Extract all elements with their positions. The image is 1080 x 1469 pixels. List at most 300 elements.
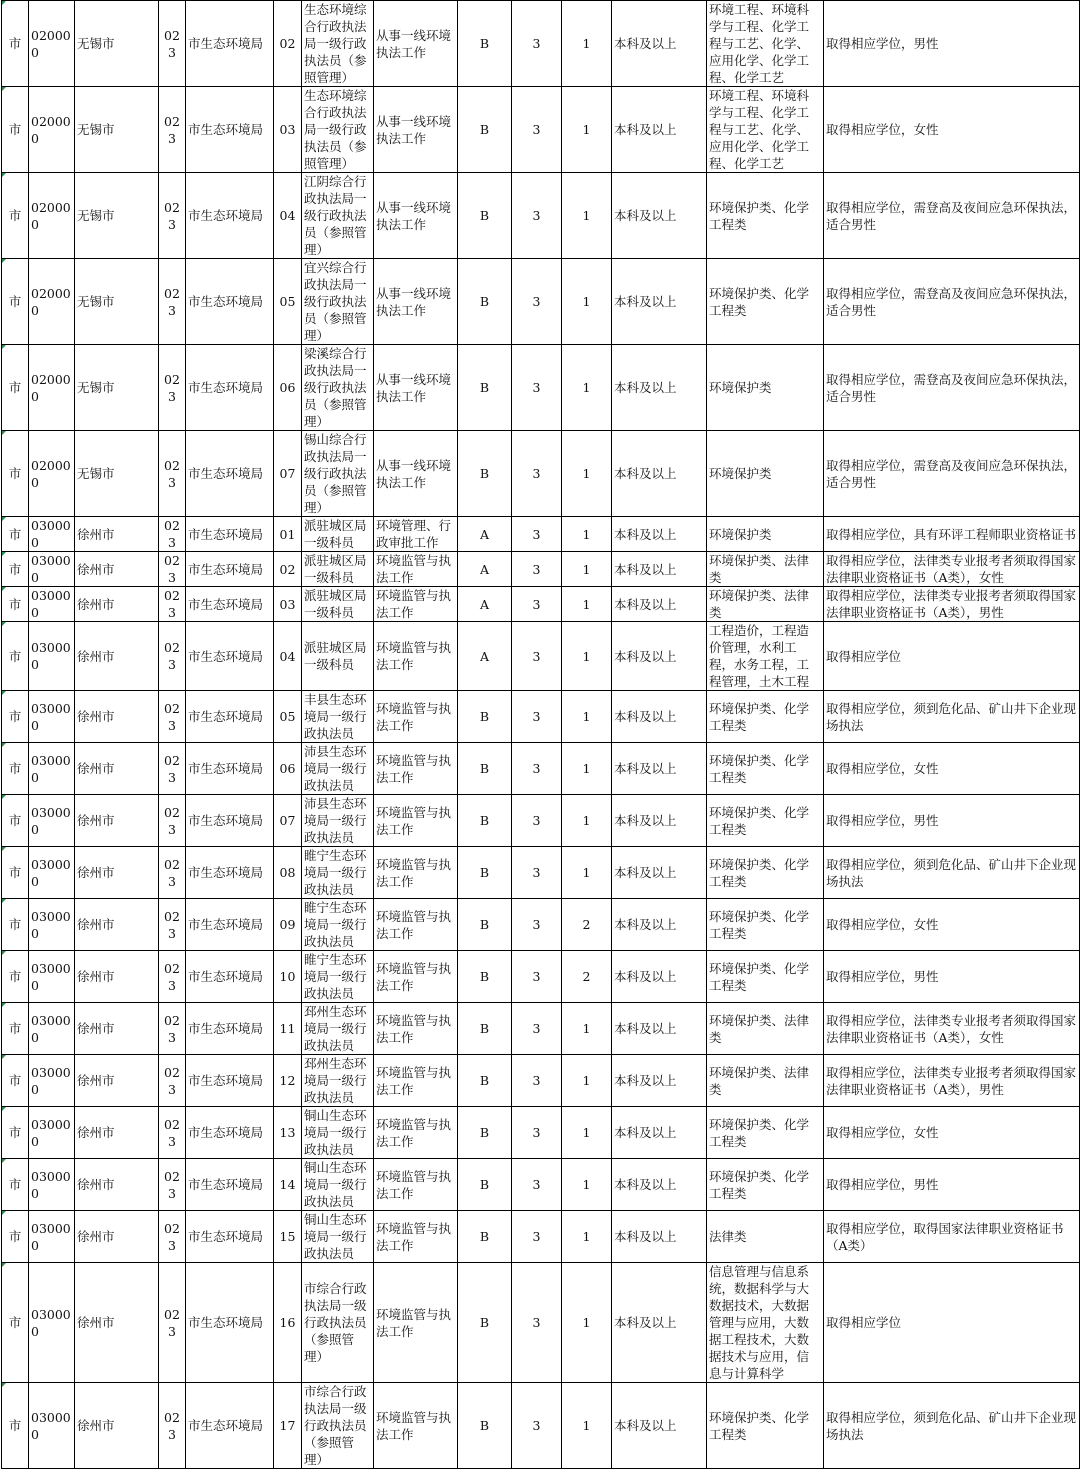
- headcount-cell: 1: [562, 1211, 612, 1263]
- position-code-cell: 12: [274, 1055, 302, 1107]
- headcount-cell: 1: [562, 847, 612, 899]
- region-cell: 无锡市: [75, 87, 159, 173]
- region-code-cell: 030000: [29, 847, 75, 899]
- region-code-cell: 020000: [29, 431, 75, 517]
- region-cell: 徐州市: [75, 847, 159, 899]
- dept-code-cell: 023: [159, 1003, 186, 1055]
- dept-cell: 市生态环境局: [186, 795, 274, 847]
- exam-category-cell: B: [458, 795, 512, 847]
- education-cell: 本科及以上: [612, 259, 707, 345]
- table-row: [2, 743, 1080, 795]
- exam-category-cell: B: [458, 1383, 512, 1469]
- region-cell: 无锡市: [75, 1, 159, 87]
- major-cell: 工程造价，工程造价管理，水利工程，水务工程，工程管理，土木工程: [707, 622, 824, 691]
- duty-cell: 环境监管与执法工作: [374, 743, 458, 795]
- dept-cell: 市生态环境局: [186, 1383, 274, 1469]
- level-cell: 市: [2, 622, 29, 691]
- level-cell: 市: [2, 1263, 29, 1383]
- region-cell: 无锡市: [75, 345, 159, 431]
- table-row: [2, 951, 1080, 1003]
- other-requirements-cell: 取得相应学位，需登高及夜间应急环保执法，适合男性: [824, 345, 1080, 431]
- dept-code-cell: 023: [159, 173, 186, 259]
- dept-cell: 市生态环境局: [186, 1211, 274, 1263]
- unit-position-cell: 市综合行政执法局一级行政执法员（参照管理）: [302, 1263, 374, 1383]
- level-cell: 市: [2, 259, 29, 345]
- unit-position-cell: 生态环境综合行政执法局一级行政执法员（参照管理）: [302, 1, 374, 87]
- years-cell: 3: [512, 1159, 562, 1211]
- duty-cell: 环境监管与执法工作: [374, 622, 458, 691]
- duty-cell: 从事一线环境执法工作: [374, 259, 458, 345]
- years-cell: 3: [512, 691, 562, 743]
- exam-category-cell: B: [458, 743, 512, 795]
- region-cell: 无锡市: [75, 173, 159, 259]
- dept-cell: 市生态环境局: [186, 587, 274, 622]
- dept-cell: 市生态环境局: [186, 517, 274, 552]
- duty-cell: 从事一线环境执法工作: [374, 173, 458, 259]
- position-code-cell: 17: [274, 1383, 302, 1469]
- dept-cell: 市生态环境局: [186, 552, 274, 587]
- unit-position-cell: 丰县生态环境局一级行政执法员: [302, 691, 374, 743]
- duty-cell: 环境监管与执法工作: [374, 899, 458, 951]
- major-cell: 环境保护类、法律类: [707, 552, 824, 587]
- position-code-cell: 05: [274, 259, 302, 345]
- exam-category-cell: B: [458, 173, 512, 259]
- level-cell: 市: [2, 517, 29, 552]
- region-code-cell: 030000: [29, 899, 75, 951]
- years-cell: 3: [512, 345, 562, 431]
- position-code-cell: 14: [274, 1159, 302, 1211]
- other-requirements-cell: 取得相应学位，需登高及夜间应急环保执法，适合男性: [824, 173, 1080, 259]
- headcount-cell: 1: [562, 1263, 612, 1383]
- position-code-cell: 09: [274, 899, 302, 951]
- region-code-cell: 030000: [29, 1211, 75, 1263]
- dept-cell: 市生态环境局: [186, 1055, 274, 1107]
- exam-category-cell: B: [458, 951, 512, 1003]
- level-cell: 市: [2, 743, 29, 795]
- years-cell: 3: [512, 431, 562, 517]
- duty-cell: 环境监管与执法工作: [374, 552, 458, 587]
- region-cell: 徐州市: [75, 1211, 159, 1263]
- region-code-cell: 030000: [29, 743, 75, 795]
- position-code-cell: 15: [274, 1211, 302, 1263]
- level-cell: 市: [2, 173, 29, 259]
- table-row: [2, 899, 1080, 951]
- region-code-cell: 020000: [29, 259, 75, 345]
- dept-cell: 市生态环境局: [186, 87, 274, 173]
- dept-code-cell: 023: [159, 345, 186, 431]
- headcount-cell: 1: [562, 587, 612, 622]
- education-cell: 本科及以上: [612, 87, 707, 173]
- major-cell: 环境保护类、化学工程类: [707, 259, 824, 345]
- region-cell: 徐州市: [75, 1003, 159, 1055]
- other-requirements-cell: 取得相应学位，需登高及夜间应急环保执法，适合男性: [824, 259, 1080, 345]
- education-cell: 本科及以上: [612, 1159, 707, 1211]
- years-cell: 3: [512, 1211, 562, 1263]
- headcount-cell: 1: [562, 173, 612, 259]
- unit-position-cell: 铜山生态环境局一级行政执法员: [302, 1159, 374, 1211]
- exam-category-cell: A: [458, 622, 512, 691]
- region-code-cell: 030000: [29, 587, 75, 622]
- exam-category-cell: A: [458, 552, 512, 587]
- region-code-cell: 030000: [29, 951, 75, 1003]
- major-cell: 环境保护类、化学工程类: [707, 847, 824, 899]
- dept-code-cell: 023: [159, 1159, 186, 1211]
- region-cell: 徐州市: [75, 743, 159, 795]
- table-row: [2, 1159, 1080, 1211]
- region-cell: 徐州市: [75, 517, 159, 552]
- dept-cell: 市生态环境局: [186, 1263, 274, 1383]
- position-code-cell: 02: [274, 1, 302, 87]
- dept-code-cell: 023: [159, 951, 186, 1003]
- years-cell: 3: [512, 795, 562, 847]
- major-cell: 环境保护类、化学工程类: [707, 743, 824, 795]
- table-row: [2, 1263, 1080, 1383]
- exam-category-cell: B: [458, 1211, 512, 1263]
- dept-code-cell: 023: [159, 691, 186, 743]
- education-cell: 本科及以上: [612, 1, 707, 87]
- other-requirements-cell: 取得相应学位，法律类专业报考者须取得国家法律职业资格证书（A类），男性: [824, 1055, 1080, 1107]
- years-cell: 3: [512, 517, 562, 552]
- table-row: [2, 345, 1080, 431]
- level-cell: 市: [2, 1055, 29, 1107]
- headcount-cell: 1: [562, 691, 612, 743]
- other-requirements-cell: 取得相应学位，法律类专业报考者须取得国家法律职业资格证书（A类），女性: [824, 552, 1080, 587]
- duty-cell: 从事一线环境执法工作: [374, 87, 458, 173]
- duty-cell: 环境监管与执法工作: [374, 691, 458, 743]
- dept-cell: 市生态环境局: [186, 899, 274, 951]
- region-cell: 徐州市: [75, 622, 159, 691]
- region-cell: 徐州市: [75, 899, 159, 951]
- level-cell: 市: [2, 87, 29, 173]
- major-cell: 环境保护类、化学工程类: [707, 795, 824, 847]
- duty-cell: 环境监管与执法工作: [374, 951, 458, 1003]
- dept-code-cell: 023: [159, 795, 186, 847]
- region-code-cell: 020000: [29, 345, 75, 431]
- duty-cell: 从事一线环境执法工作: [374, 431, 458, 517]
- years-cell: 3: [512, 951, 562, 1003]
- table-row: [2, 431, 1080, 517]
- major-cell: 环境保护类: [707, 517, 824, 552]
- level-cell: 市: [2, 899, 29, 951]
- position-code-cell: 03: [274, 87, 302, 173]
- headcount-cell: 1: [562, 345, 612, 431]
- other-requirements-cell: 取得相应学位，具有环评工程师职业资格证书: [824, 517, 1080, 552]
- years-cell: 3: [512, 1003, 562, 1055]
- dept-code-cell: 023: [159, 1107, 186, 1159]
- major-cell: 环境工程、环境科学与工程、化学工程与工艺、化学、应用化学、化学工程、化学工艺: [707, 87, 824, 173]
- duty-cell: 环境监管与执法工作: [374, 847, 458, 899]
- major-cell: 环境保护类、化学工程类: [707, 899, 824, 951]
- headcount-cell: 2: [562, 951, 612, 1003]
- level-cell: 市: [2, 1383, 29, 1469]
- level-cell: 市: [2, 691, 29, 743]
- years-cell: 3: [512, 1055, 562, 1107]
- region-code-cell: 030000: [29, 1003, 75, 1055]
- major-cell: 环境保护类: [707, 431, 824, 517]
- table-row: [2, 1, 1080, 87]
- headcount-cell: 1: [562, 1003, 612, 1055]
- education-cell: 本科及以上: [612, 431, 707, 517]
- major-cell: 环境保护类、化学工程类: [707, 1107, 824, 1159]
- education-cell: 本科及以上: [612, 173, 707, 259]
- position-code-cell: 10: [274, 951, 302, 1003]
- headcount-cell: 1: [562, 622, 612, 691]
- region-code-cell: 030000: [29, 622, 75, 691]
- unit-position-cell: 邳州生态环境局一级行政执法员: [302, 1003, 374, 1055]
- level-cell: 市: [2, 345, 29, 431]
- dept-cell: 市生态环境局: [186, 259, 274, 345]
- education-cell: 本科及以上: [612, 743, 707, 795]
- table-row: [2, 1211, 1080, 1263]
- table-row: [2, 1107, 1080, 1159]
- other-requirements-cell: 取得相应学位: [824, 622, 1080, 691]
- other-requirements-cell: 取得相应学位，须到危化品、矿山井下企业现场执法: [824, 691, 1080, 743]
- major-cell: 环境保护类、化学工程类: [707, 1159, 824, 1211]
- level-cell: 市: [2, 1107, 29, 1159]
- dept-cell: 市生态环境局: [186, 1, 274, 87]
- dept-cell: 市生态环境局: [186, 431, 274, 517]
- dept-cell: 市生态环境局: [186, 345, 274, 431]
- other-requirements-cell: 取得相应学位，取得国家法律职业资格证书（A类）: [824, 1211, 1080, 1263]
- position-code-cell: 13: [274, 1107, 302, 1159]
- job-positions-table: [1, 0, 1080, 1469]
- education-cell: 本科及以上: [612, 1003, 707, 1055]
- position-code-cell: 07: [274, 795, 302, 847]
- exam-category-cell: B: [458, 691, 512, 743]
- other-requirements-cell: 取得相应学位，男性: [824, 1, 1080, 87]
- duty-cell: 环境监管与执法工作: [374, 1263, 458, 1383]
- headcount-cell: 1: [562, 1055, 612, 1107]
- major-cell: 环境工程、环境科学与工程、化学工程与工艺、化学、应用化学、化学工程、化学工艺: [707, 1, 824, 87]
- region-code-cell: 030000: [29, 552, 75, 587]
- years-cell: 3: [512, 1107, 562, 1159]
- other-requirements-cell: 取得相应学位，男性: [824, 1159, 1080, 1211]
- headcount-cell: 1: [562, 1159, 612, 1211]
- unit-position-cell: 市综合行政执法局一级行政执法员（参照管理）: [302, 1383, 374, 1469]
- major-cell: 环境保护类、化学工程类: [707, 691, 824, 743]
- unit-position-cell: 宜兴综合行政执法局一级行政执法员（参照管理）: [302, 259, 374, 345]
- exam-category-cell: B: [458, 847, 512, 899]
- position-code-cell: 06: [274, 743, 302, 795]
- region-code-cell: 030000: [29, 517, 75, 552]
- unit-position-cell: 派驻城区局一级科员: [302, 552, 374, 587]
- region-cell: 徐州市: [75, 951, 159, 1003]
- duty-cell: 从事一线环境执法工作: [374, 345, 458, 431]
- region-cell: 徐州市: [75, 1383, 159, 1469]
- education-cell: 本科及以上: [612, 951, 707, 1003]
- major-cell: 环境保护类: [707, 345, 824, 431]
- unit-position-cell: 派驻城区局一级科员: [302, 622, 374, 691]
- exam-category-cell: B: [458, 899, 512, 951]
- other-requirements-cell: 取得相应学位，女性: [824, 743, 1080, 795]
- region-cell: 徐州市: [75, 1055, 159, 1107]
- position-code-cell: 04: [274, 173, 302, 259]
- dept-cell: 市生态环境局: [186, 1159, 274, 1211]
- headcount-cell: 1: [562, 743, 612, 795]
- headcount-cell: 1: [562, 1107, 612, 1159]
- unit-position-cell: 派驻城区局一级科员: [302, 517, 374, 552]
- table-row: [2, 847, 1080, 899]
- unit-position-cell: 梁溪综合行政执法局一级行政执法员（参照管理）: [302, 345, 374, 431]
- table-row: [2, 259, 1080, 345]
- education-cell: 本科及以上: [612, 587, 707, 622]
- region-code-cell: 030000: [29, 795, 75, 847]
- other-requirements-cell: 取得相应学位，需登高及夜间应急环保执法，适合男性: [824, 431, 1080, 517]
- region-cell: 无锡市: [75, 431, 159, 517]
- other-requirements-cell: 取得相应学位，女性: [824, 899, 1080, 951]
- table-row: [2, 517, 1080, 552]
- years-cell: 3: [512, 847, 562, 899]
- position-code-cell: 04: [274, 622, 302, 691]
- exam-category-cell: B: [458, 345, 512, 431]
- dept-code-cell: 023: [159, 87, 186, 173]
- other-requirements-cell: 取得相应学位，女性: [824, 1107, 1080, 1159]
- years-cell: 3: [512, 1263, 562, 1383]
- education-cell: 本科及以上: [612, 517, 707, 552]
- headcount-cell: 1: [562, 259, 612, 345]
- level-cell: 市: [2, 1159, 29, 1211]
- exam-category-cell: B: [458, 1159, 512, 1211]
- level-cell: 市: [2, 1211, 29, 1263]
- education-cell: 本科及以上: [612, 795, 707, 847]
- exam-category-cell: B: [458, 259, 512, 345]
- education-cell: 本科及以上: [612, 1263, 707, 1383]
- education-cell: 本科及以上: [612, 899, 707, 951]
- dept-cell: 市生态环境局: [186, 743, 274, 795]
- table-row: [2, 1003, 1080, 1055]
- years-cell: 3: [512, 899, 562, 951]
- table-row: [2, 173, 1080, 259]
- years-cell: 3: [512, 622, 562, 691]
- other-requirements-cell: 取得相应学位，女性: [824, 87, 1080, 173]
- exam-category-cell: A: [458, 587, 512, 622]
- education-cell: 本科及以上: [612, 847, 707, 899]
- unit-position-cell: 铜山生态环境局一级行政执法员: [302, 1107, 374, 1159]
- headcount-cell: 1: [562, 1, 612, 87]
- major-cell: 环境保护类、法律类: [707, 1003, 824, 1055]
- position-code-cell: 07: [274, 431, 302, 517]
- exam-category-cell: B: [458, 1263, 512, 1383]
- education-cell: 本科及以上: [612, 1383, 707, 1469]
- table-row: [2, 795, 1080, 847]
- other-requirements-cell: 取得相应学位，男性: [824, 951, 1080, 1003]
- duty-cell: 环境监管与执法工作: [374, 1211, 458, 1263]
- position-code-cell: 05: [274, 691, 302, 743]
- region-cell: 无锡市: [75, 259, 159, 345]
- education-cell: 本科及以上: [612, 1107, 707, 1159]
- table-row: [2, 587, 1080, 622]
- level-cell: 市: [2, 1003, 29, 1055]
- region-code-cell: 030000: [29, 1159, 75, 1211]
- exam-category-cell: B: [458, 1055, 512, 1107]
- exam-category-cell: B: [458, 1, 512, 87]
- table-row: [2, 1383, 1080, 1469]
- headcount-cell: 1: [562, 87, 612, 173]
- unit-position-cell: 江阴综合行政执法局一级行政执法员（参照管理）: [302, 173, 374, 259]
- education-cell: 本科及以上: [612, 1055, 707, 1107]
- duty-cell: 环境监管与执法工作: [374, 587, 458, 622]
- dept-cell: 市生态环境局: [186, 951, 274, 1003]
- position-code-cell: 03: [274, 587, 302, 622]
- other-requirements-cell: 取得相应学位，须到危化品、矿山井下企业现场执法: [824, 1383, 1080, 1469]
- other-requirements-cell: 取得相应学位: [824, 1263, 1080, 1383]
- years-cell: 3: [512, 87, 562, 173]
- dept-code-cell: 023: [159, 552, 186, 587]
- dept-cell: 市生态环境局: [186, 847, 274, 899]
- dept-cell: 市生态环境局: [186, 691, 274, 743]
- duty-cell: 从事一线环境执法工作: [374, 1, 458, 87]
- headcount-cell: 1: [562, 517, 612, 552]
- major-cell: 环境保护类、化学工程类: [707, 1383, 824, 1469]
- headcount-cell: 1: [562, 552, 612, 587]
- dept-code-cell: 023: [159, 1, 186, 87]
- exam-category-cell: B: [458, 431, 512, 517]
- years-cell: 3: [512, 587, 562, 622]
- duty-cell: 环境监管与执法工作: [374, 1003, 458, 1055]
- years-cell: 3: [512, 552, 562, 587]
- duty-cell: 环境监管与执法工作: [374, 795, 458, 847]
- dept-code-cell: 023: [159, 899, 186, 951]
- education-cell: 本科及以上: [612, 552, 707, 587]
- other-requirements-cell: 取得相应学位，法律类专业报考者须取得国家法律职业资格证书（A类），女性: [824, 1003, 1080, 1055]
- dept-cell: 市生态环境局: [186, 173, 274, 259]
- level-cell: 市: [2, 951, 29, 1003]
- unit-position-cell: 锡山综合行政执法局一级行政执法员（参照管理）: [302, 431, 374, 517]
- table-row: [2, 87, 1080, 173]
- exam-category-cell: B: [458, 1003, 512, 1055]
- duty-cell: 环境监管与执法工作: [374, 1159, 458, 1211]
- headcount-cell: 2: [562, 899, 612, 951]
- dept-code-cell: 023: [159, 259, 186, 345]
- major-cell: 环境保护类、法律类: [707, 1055, 824, 1107]
- region-cell: 徐州市: [75, 691, 159, 743]
- region-cell: 徐州市: [75, 587, 159, 622]
- unit-position-cell: 睢宁生态环境局一级行政执法员: [302, 951, 374, 1003]
- education-cell: 本科及以上: [612, 622, 707, 691]
- table-row: [2, 622, 1080, 691]
- headcount-cell: 1: [562, 1383, 612, 1469]
- level-cell: 市: [2, 552, 29, 587]
- duty-cell: 环境监管与执法工作: [374, 1107, 458, 1159]
- major-cell: 环境保护类、化学工程类: [707, 173, 824, 259]
- region-cell: 徐州市: [75, 1159, 159, 1211]
- table-row: [2, 1055, 1080, 1107]
- level-cell: 市: [2, 587, 29, 622]
- headcount-cell: 1: [562, 431, 612, 517]
- dept-code-cell: 023: [159, 1211, 186, 1263]
- major-cell: 环境保护类、化学工程类: [707, 951, 824, 1003]
- position-code-cell: 06: [274, 345, 302, 431]
- major-cell: 法律类: [707, 1211, 824, 1263]
- major-cell: 环境保护类、法律类: [707, 587, 824, 622]
- dept-cell: 市生态环境局: [186, 1003, 274, 1055]
- position-code-cell: 16: [274, 1263, 302, 1383]
- dept-code-cell: 023: [159, 1055, 186, 1107]
- duty-cell: 环境监管与执法工作: [374, 1055, 458, 1107]
- duty-cell: 环境监管与执法工作: [374, 1383, 458, 1469]
- region-code-cell: 020000: [29, 1, 75, 87]
- exam-category-cell: B: [458, 1107, 512, 1159]
- dept-cell: 市生态环境局: [186, 622, 274, 691]
- table-row: [2, 552, 1080, 587]
- region-code-cell: 030000: [29, 1263, 75, 1383]
- education-cell: 本科及以上: [612, 345, 707, 431]
- level-cell: 市: [2, 795, 29, 847]
- unit-position-cell: 沛县生态环境局一级行政执法员: [302, 743, 374, 795]
- region-code-cell: 020000: [29, 87, 75, 173]
- other-requirements-cell: 取得相应学位，法律类专业报考者须取得国家法律职业资格证书（A类），男性: [824, 587, 1080, 622]
- unit-position-cell: 铜山生态环境局一级行政执法员: [302, 1211, 374, 1263]
